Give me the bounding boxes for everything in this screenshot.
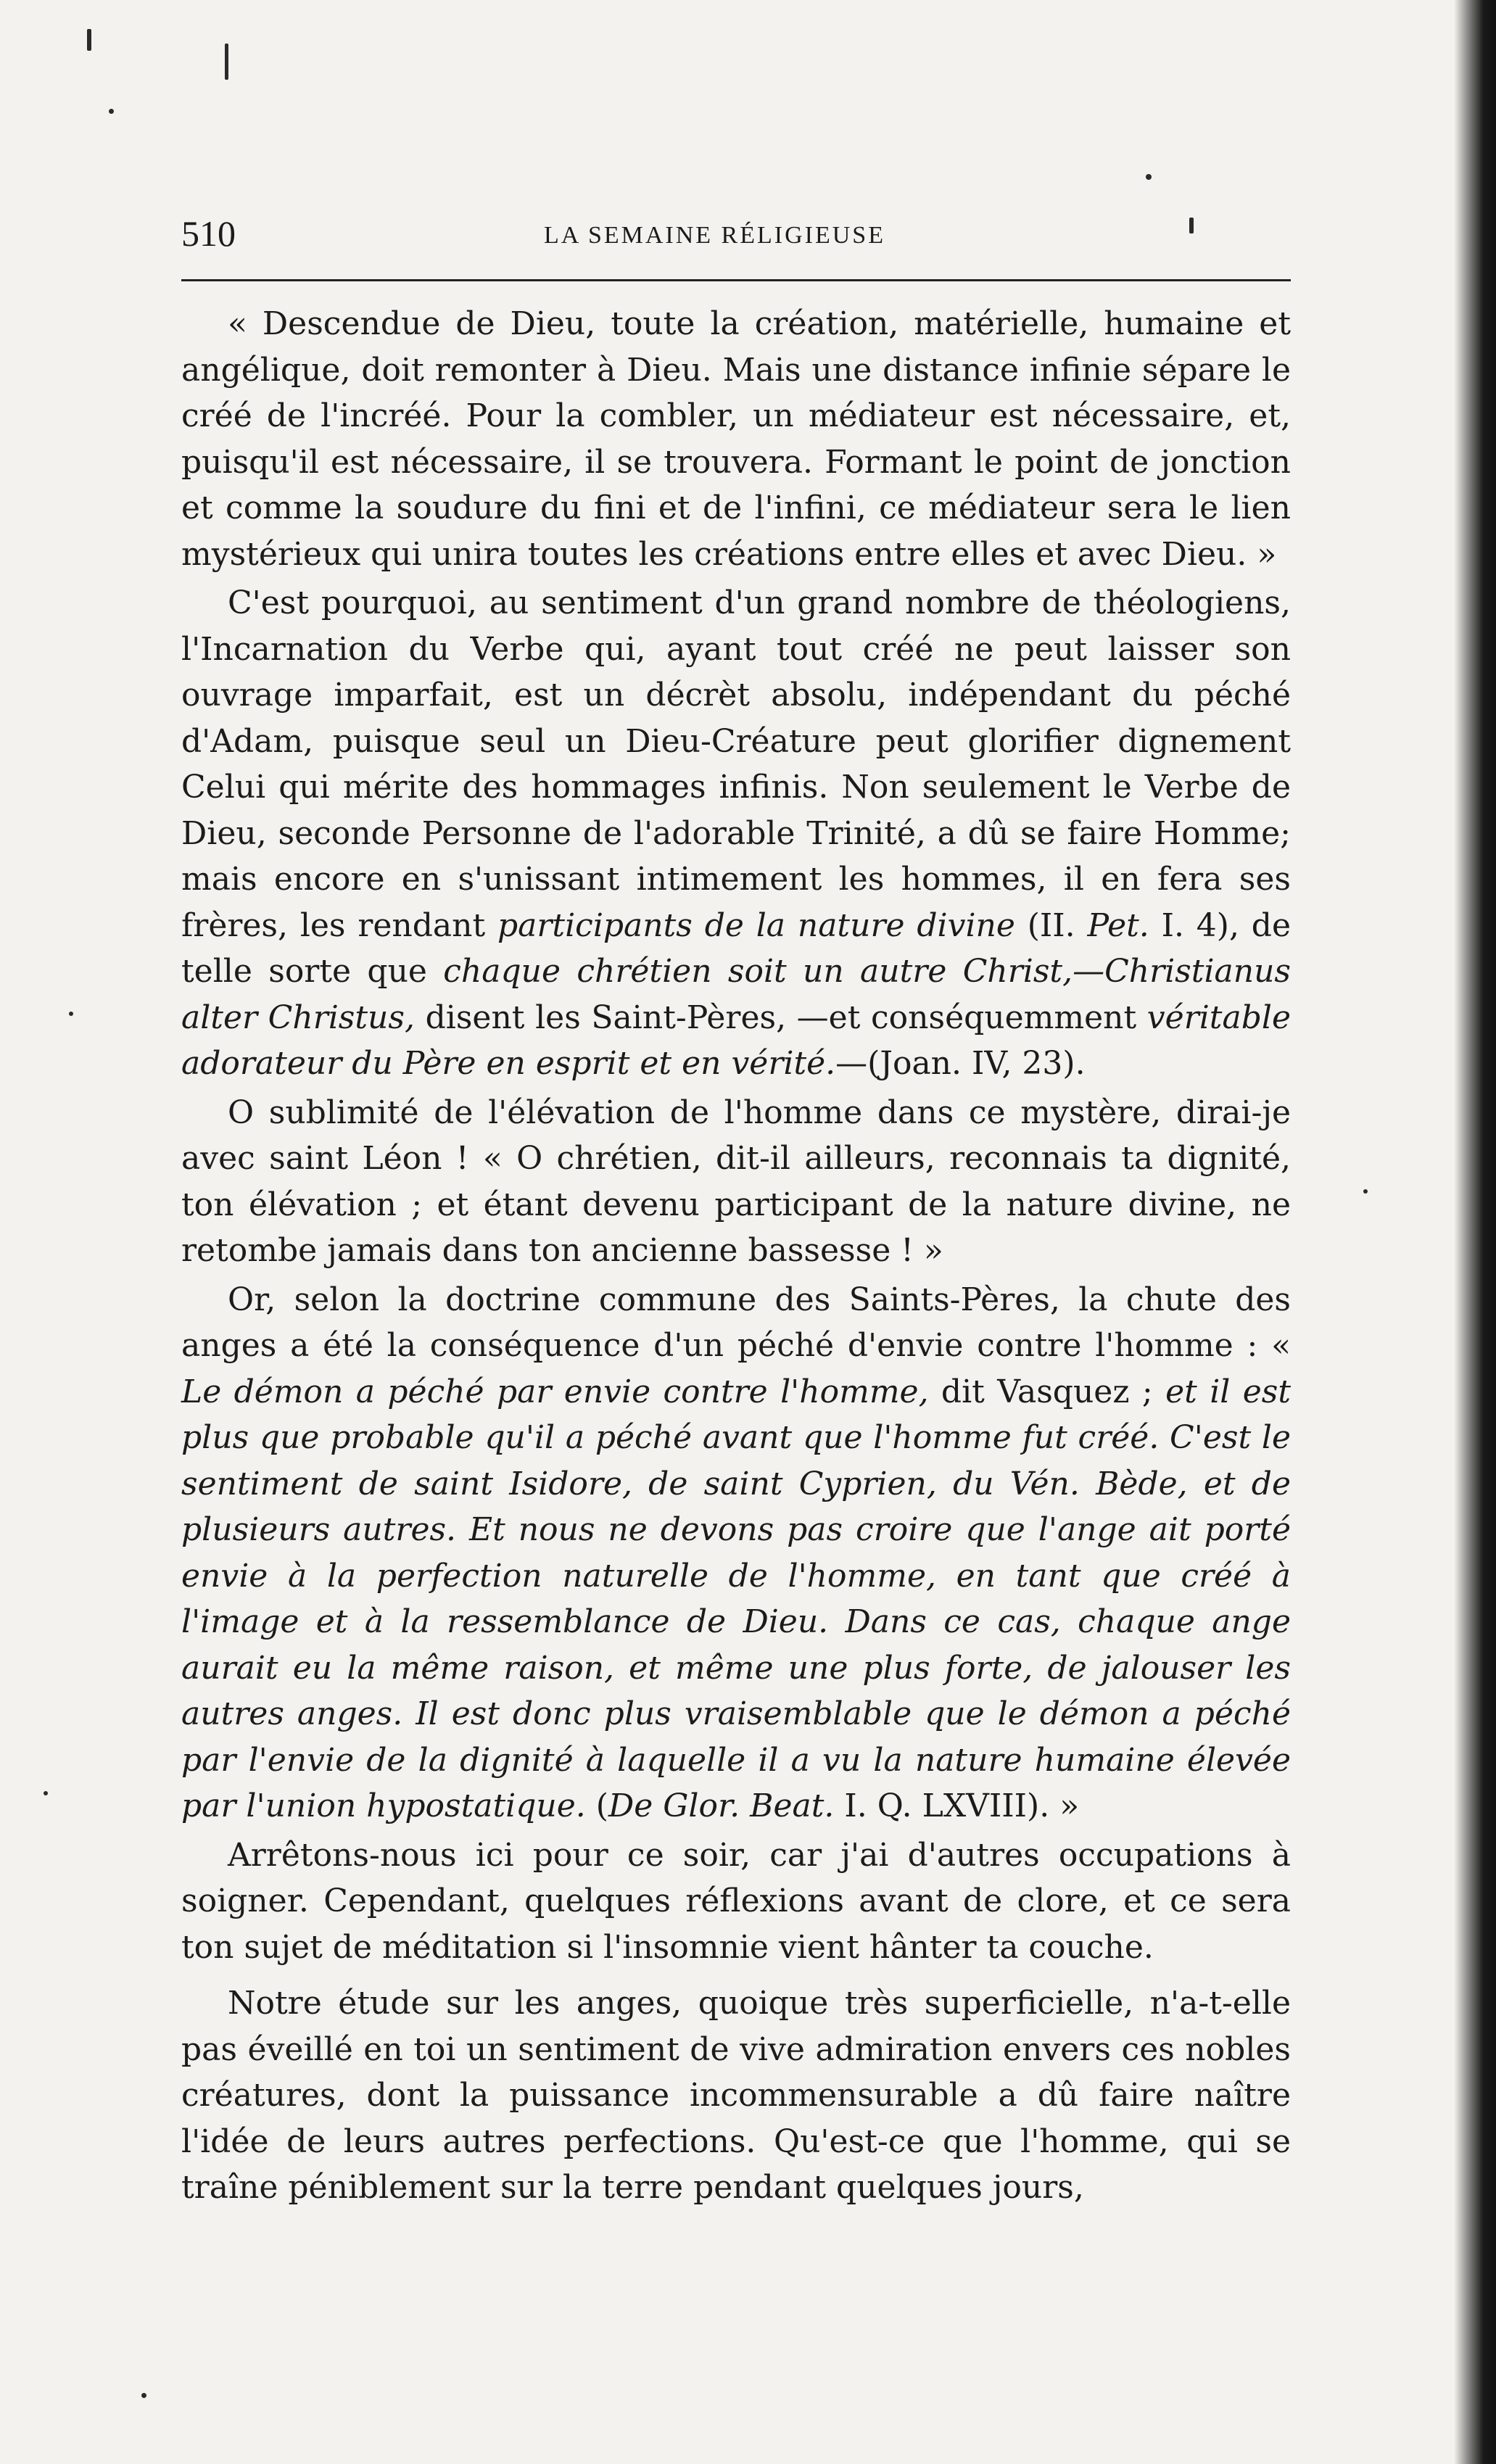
scan-speck [109, 109, 114, 114]
paragraph [181, 1980, 1291, 2211]
italic-text: De Glor. Beat. [608, 1787, 835, 1824]
paragraph [181, 580, 1291, 1087]
text-run: I. Q. LXVIII). » [834, 1787, 1080, 1824]
text-run: disent les Saint-Pères, —et conséquemment [414, 999, 1147, 1036]
italic-text: chaque chrétien soit un autre Christ,—Christianus alter Christus, [181, 953, 1292, 1036]
paragraph [181, 1832, 1291, 1971]
scan-speck [225, 44, 228, 80]
text-run: O sublimité de l'élévation de l'homme dans ce mystère, dirai-je avec saint Léon ! « O chrétien, dit-il ailleurs, reconnais ta dignité, ton élévation ; et étant devenu participant de la nature divine, ne retombe jamais dans ton ancienne bassesse ! » [181, 1093, 1291, 1269]
text-run: dit Vasquez ; [928, 1373, 1166, 1410]
italic-text: participants de la nature divine [497, 906, 1015, 944]
page-header [181, 212, 1291, 255]
text-run: C'est pourquoi, au sentiment d'un grand nombre de théologiens, l'Incarnation du Verbe qui, ayant tout créé ne peut laisser son ouvrage imparfait, est un décrèt absolu, indépendant du péché d'Adam, puisque seul un Dieu-Créature peut glorifier dignement Celui qui mérite des hommages infinis. Non seulement le Verbe de Dieu, seconde Personne de l'adorable Trinité, a dû se faire Homme; mais encore en s'unissant intimement les hommes, il en fera ses frères, les rendant [181, 584, 1291, 944]
text-run: « Descendue de Dieu, toute la création, matérielle, humaine et angélique, doit remonter à Dieu. Mais une distance infinie sépare le créé de l'incréé. Pour la combler, un médiateur est nécessaire, et, puisqu'il est nécessaire, il se trouvera. Formant le point de jonction et comme la soudure du fini et de l'infini, ce médiateur sera le lien mystérieux qui unira toutes les créations entre elles et avec Dieu. » [181, 305, 1291, 573]
italic-text: et il est plus que probable qu'il a péché avant que l'homme fut créé. C'est le sentiment de saint Isidore, de saint Cyprien, du Vén. Bède, et de plusieurs autres. Et nous ne devons pas croire que l'ange ait porté envie à la perfection naturelle de l'homme, en tant que créé à l'image et à la ressemblance de Dieu. Dans ce cas, chaque ange aurait eu la même raison, et même une plus forte, de jalouser les autres anges. Il est donc plus vraisemblable que le démon a péché par l'envie de la dignité à laquelle il a vu la nature humaine élevée par l'union hypostatique. [181, 1373, 1292, 1824]
page-number: 510 [181, 213, 236, 254]
scan-speck [141, 2393, 146, 2398]
scan-speck [1146, 174, 1152, 180]
italic-text: Le démon a péché par envie contre l'homme, [181, 1373, 929, 1410]
scan-speck [87, 29, 91, 51]
paragraph [181, 301, 1291, 577]
body-text [181, 301, 1291, 2214]
scan-speck [69, 1012, 73, 1016]
text-run: Arrêtons-nous ici pour ce soir, car j'ai d'autres occupations à soigner. Cependant, quelques réflexions avant de clore, et ce sera ton sujet de méditation si l'insomnie vient hânter ta couche. [181, 1836, 1291, 1966]
text-run: ( [585, 1787, 608, 1824]
italic-text: véritable adorateur du Père en esprit et en vérité. [181, 999, 1291, 1082]
scan-shadow-edge [1454, 0, 1496, 2464]
scan-speck [1363, 1189, 1368, 1194]
text-run: Notre étude sur les anges, quoique très superficielle, n'a-t-elle pas éveillé en toi un sentiment de vive admiration envers ces nobles créatures, dont la puissance incommensurable a dû faire naître l'idée de leurs autres perfections. Qu'est-ce que l'homme, qui se traîne péniblement sur la terre pendant quelques jours, [181, 1985, 1291, 2206]
text-run: Or, selon la doctrine commune des Saints-Pères, la chute des anges a été la conséquence d'un péché d'envie contre l'homme : « [181, 1281, 1291, 1364]
text-run: I. 4), de telle sorte que [181, 906, 1291, 990]
paragraph [181, 1090, 1291, 1274]
text-run: (II. [1014, 906, 1088, 944]
scan-speck [44, 1791, 48, 1795]
running-title: LA SEMAINE RÉLIGIEUSE [544, 222, 885, 249]
italic-text: Pet. [1087, 906, 1149, 944]
header-rule [181, 279, 1291, 281]
text-run: —(Joan. IV, 23). [835, 1045, 1086, 1082]
paragraph [181, 1277, 1291, 1830]
